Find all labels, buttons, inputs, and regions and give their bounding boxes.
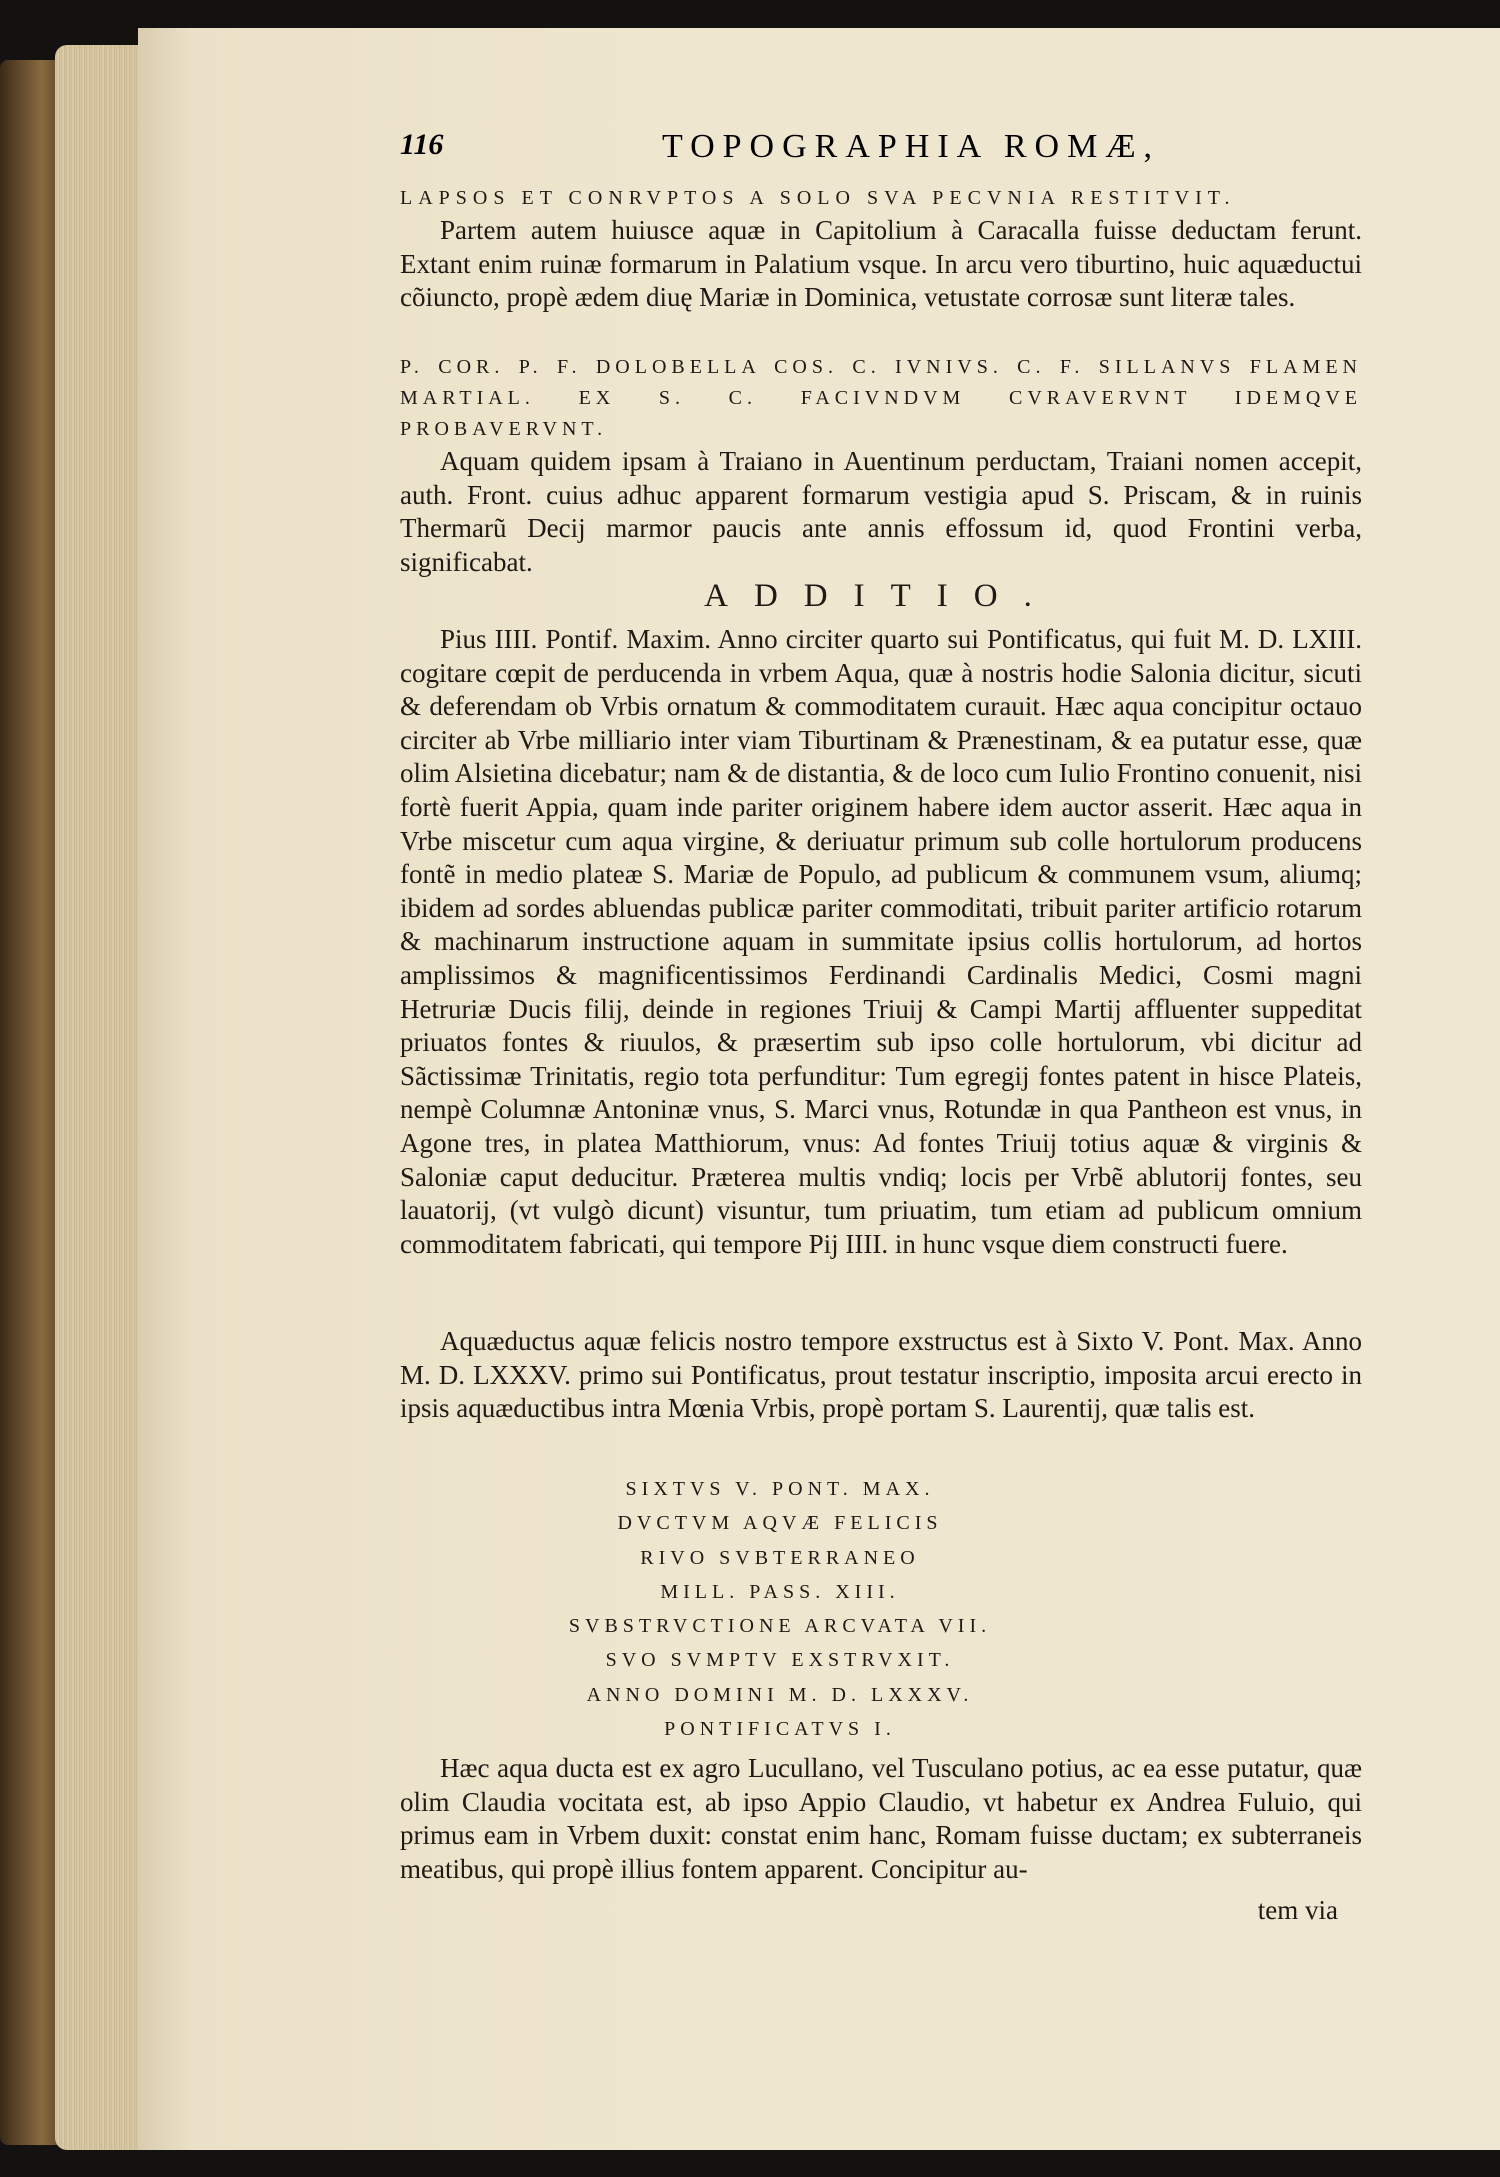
addition-heading: ADDITIO.: [704, 578, 1058, 614]
section-4: [400, 1325, 1362, 1426]
inscription-1-text: P. COR. P. F. DOLOBELLA COS. C. IVNIVS. C. F. SILLANVS FLAMEN MARTIAL. EX S. C. FACIVNDVM CVRAVERVNT IDEMQVE PROBAVERVNT.: [400, 356, 1362, 440]
inscription-2-line: SIXTVS V. PONT. MAX.: [625, 1478, 935, 1500]
paragraph-2: Aquam quidem ipsam à Traiano in Auentinum perductam, Traiani nomen accepit, auth. Front. cuius adhuc apparent formarum vestigia apud S. Priscam, & in ruinis Thermarũ Decij marmor paucis ante annis effossum id, quod Frontini verba, significabat.: [400, 446, 1362, 577]
page-edges: [55, 45, 145, 2150]
paragraph-4: Aquæductus aquæ felicis nostro tempore exstructus est à Sixto V. Pont. Max. Anno M. D. LXXXV. primo sui Pontificatus, prout testatur inscriptio, imposita arcui erecto in ipsis aquæductibus intra Mœnia Vrbis, propè portam S. Laurentij, quæ talis est.: [400, 1326, 1362, 1424]
inscription-2-line: SVBSTRVCTIONE ARCVATA VII.: [568, 1615, 992, 1638]
inscription-2-line: MILL. PASS. XIII.: [660, 1580, 900, 1603]
inscription-tail: LAPSOS ET CONRVPTOS A SOLO SVA PECVNIA RESTITVIT.: [400, 187, 1236, 209]
section-5: [400, 1752, 1362, 1886]
section-3: [400, 623, 1362, 1261]
inscription-2-line: ANNO DOMINI M. D. LXXXV.: [586, 1683, 974, 1706]
inscription-1: [400, 352, 1362, 445]
inscription-2-line: SVO SVMPTV EXSTRVXIT.: [605, 1649, 955, 1672]
running-title: TOPOGRAPHIA ROMÆ,: [661, 128, 1161, 165]
inscription-2-line: DVCTVM AQVÆ FELICIS: [617, 1512, 943, 1535]
inscription-2: [400, 1472, 1160, 1746]
paragraph-5: Hæc aqua ducta est ex agro Lucullano, vel Tusculano potius, ac ea esse putatur, quæ olim Claudia vocitata est, ab ipso Appio Claudio, vt habetur ex Andrea Fuluio, qui primus eam in Vrbem duxit: constat enim hanc, Romam fuisse ductam; ex subterraneis meatibus, qui propè illius fontem apparent. Concipitur au-: [400, 1753, 1362, 1884]
paragraph-3: Pius IIII. Pontif. Maxim. Anno circiter quarto sui Pontificatus, qui fuit M. D. LXIII. cogitare cœpit de perducenda in vrbem Aqua, quæ à nostris hodie Salonia dicitur, sicuti & deferendam ob Vrbis ornatum & commoditatem curauit. Hæc aqua concipitur octauo circiter ab Vrbe milliario inter viam Tiburtinam & Prænestinam, & ea putatur esse, quæ olim Alsietina dicebatur; nam & de distantia, & de loco cum Iulio Frontino conuenit, nisi fortè fuerit Appia, quam inde pariter originem habere idem auctor asserit. Hæc aqua in Vrbe miscetur cum aqua virgine, & deriuatur primum sub colle hortulorum producens fontẽ in medio plateæ S. Mariæ de Populo, ad publicum & communem vsum, aliumq; ibidem ad sordes abluendas publicæ pariter commoditati, tribuit pariter artificio rotarum & machinarum instructione aquam in summitate ipsius collis hortulorum, ad hortos amplissimos & magnificentissimos Ferdinandi Cardinalis Medici, Cosmi magni Hetruriæ Ducis filij, deinde in regiones Triuij & Campi Martij affluenter suppeditat priuatos fontes & riuulos, & præsertim sub ipso colle hortulorum, vbi dicitur ad Sãctissimæ Trinitatis, regio tota perfunditur: Tum egregij fontes patent in hisce Plateis, nempè Columnæ Antoninæ vnus, S. Marci vnus, Rotundæ in qua Pantheon est vnus, in Agone tres, in platea Matthiorum, vnus: Ad fontes Triuij totius aquæ & virginis & Saloniæ caput deducitur. Præterea multis vndiq; locis per Vrbẽ ablutorij fontes, seu lauatorij, (vt vulgò dicunt) visuntur, tum priuatim, tum etiam ad publicum omnium commoditatem fabricati, qui tempore Pij IIII. in hunc vsque diem constructi fuere.: [400, 624, 1362, 1259]
inscription-2-line: RIVO SVBTERRANEO: [640, 1546, 920, 1569]
paragraph-1: Partem autem huiusce aquæ in Capitolium à Caracalla fuisse deductam ferunt. Extant enim ruinæ formarum in Palatium vsque. In arcu vero tiburtino, huic aquæductui cõiuncto, propè ædem diuę Mariæ in Dominica, vetustate corrosæ sunt literæ tales.: [400, 215, 1362, 313]
page-number: 116: [400, 128, 444, 161]
catchword: tem via: [1257, 1895, 1338, 1925]
running-head: [400, 128, 1362, 178]
inscription-2-line: PONTIFICATVS I.: [664, 1718, 896, 1741]
section-2: [400, 445, 1362, 579]
section-1: [400, 182, 1362, 315]
